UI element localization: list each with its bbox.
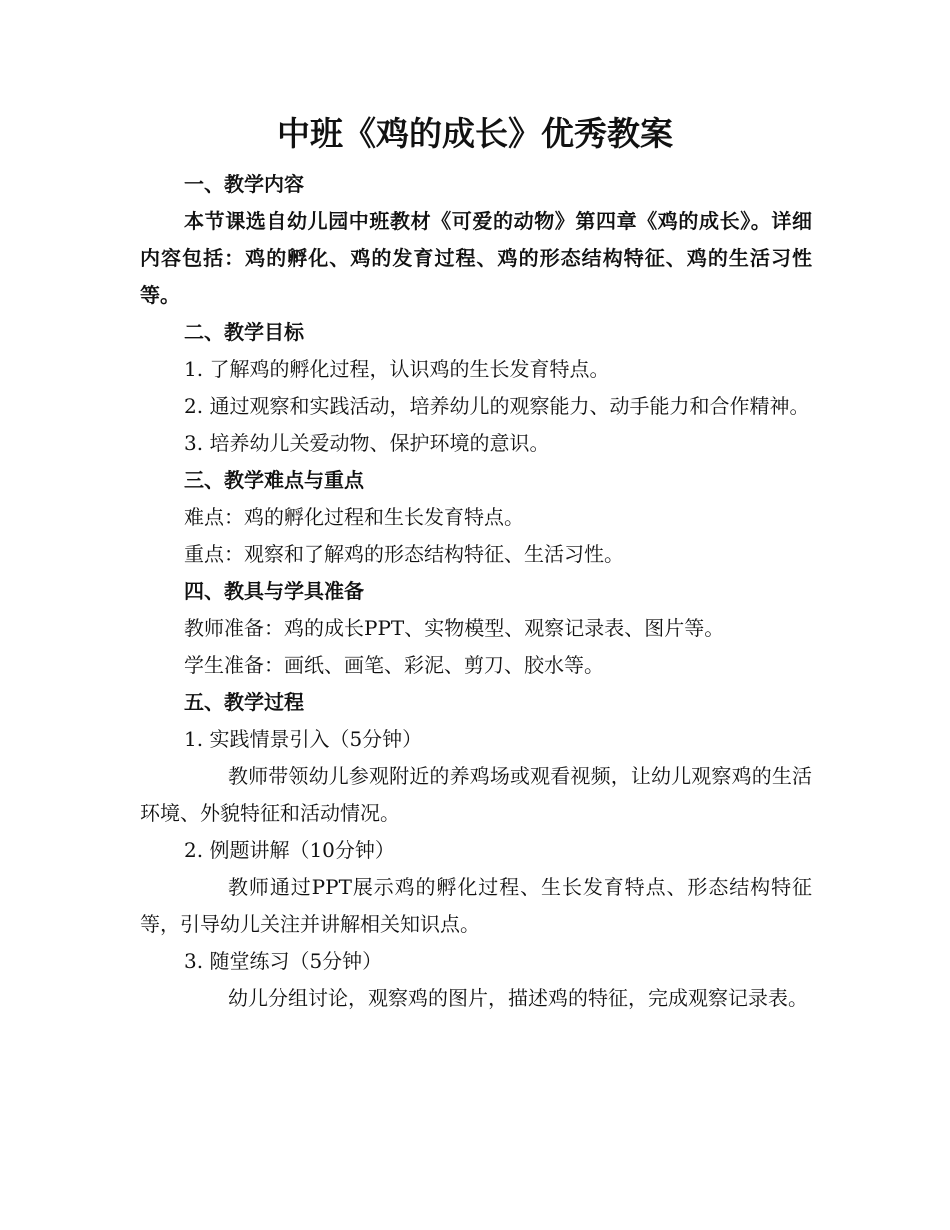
process-step-label-2: 2. 例题讲解（10分钟）: [184, 838, 395, 862]
goal-item-3: 3. 培养幼儿关爱动物、保护环境的意识。: [184, 431, 550, 455]
goal-item-1: 1. 了解鸡的孵化过程，认识鸡的生长发育特点。: [184, 357, 610, 381]
process-step-text-3: 幼儿分组讨论，观察鸡的图片，描述鸡的特征，完成观察记录表。: [228, 986, 808, 1010]
process-step-label-1: 1. 实践情景引入（5分钟）: [184, 727, 423, 751]
document-body: [140, 166, 812, 1017]
section-heading-materials: 四、教具与学具准备: [184, 579, 364, 603]
process-step-text-1: 教师带领幼儿参观附近的养鸡场或观看视频，让幼儿观察鸡的生活环境、外貌特征和活动情况。: [140, 764, 812, 825]
goal-item-2: 2. 通过观察和实践活动，培养幼儿的观察能力、动手能力和合作精神。: [184, 394, 810, 418]
teacher-materials: 教师准备：鸡的成长PPT、实物模型、观察记录表、图片等。: [184, 616, 725, 640]
section-heading-content: 一、教学内容: [184, 172, 304, 196]
document-title: 中班《鸡的成长》优秀教案: [277, 114, 673, 153]
section-heading-goals: 二、教学目标: [184, 320, 304, 344]
process-step-label-3: 3. 随堂练习（5分钟）: [184, 949, 383, 973]
student-materials: 学生准备：画纸、画笔、彩泥、剪刀、胶水等。: [184, 653, 604, 677]
difficulty-item: 难点：鸡的孵化过程和生长发育特点。: [184, 505, 524, 529]
section-heading-process: 五、教学过程: [184, 690, 304, 714]
content-paragraph: 本节课选自幼儿园中班教材《可爱的动物》第四章《鸡的成长》。详细内容包括：鸡的孵化、鸡的发育过程、鸡的形态结构特征、鸡的生活习性等。: [140, 209, 812, 307]
process-step-text-2: 教师通过PPT展示鸡的孵化过程、生长发育特点、形态结构特征等，引导幼儿关注并讲解相关知识点。: [140, 875, 812, 936]
section-heading-difficulty: 三、教学难点与重点: [184, 468, 364, 492]
key-point-item: 重点：观察和了解鸡的形态结构特征、生活习性。: [184, 542, 624, 566]
